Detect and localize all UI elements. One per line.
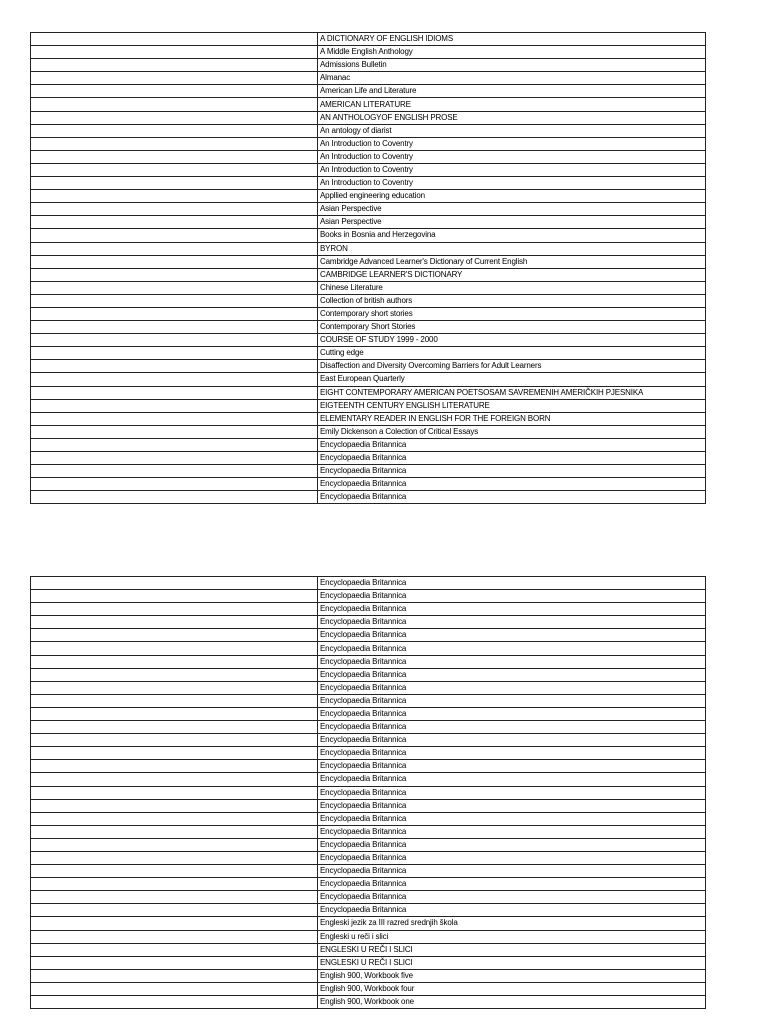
- title-cell: Encyclopaedia Britannica: [318, 760, 706, 773]
- table-row: [31, 786, 706, 799]
- table-row: [31, 629, 706, 642]
- title-cell: Encyclopaedia Britannica: [318, 590, 706, 603]
- empty-cell: [31, 616, 318, 629]
- title-cell: Cambridge Advanced Learner's Dictionary of Current English: [318, 255, 706, 268]
- empty-cell: [31, 137, 318, 150]
- table-row: [31, 59, 706, 72]
- empty-cell: [31, 694, 318, 707]
- title-cell: Encyclopaedia Britannica: [318, 825, 706, 838]
- table-row: [31, 334, 706, 347]
- table-row: [31, 85, 706, 98]
- empty-cell: [31, 812, 318, 825]
- table-row: [31, 721, 706, 734]
- table-row: [31, 438, 706, 451]
- table-row: [31, 399, 706, 412]
- table-row: [31, 452, 706, 465]
- empty-cell: [31, 229, 318, 242]
- empty-cell: [31, 956, 318, 969]
- table-row: [31, 812, 706, 825]
- empty-cell: [31, 452, 318, 465]
- title-cell: Almanac: [318, 72, 706, 85]
- title-cell: Encyclopaedia Britannica: [318, 452, 706, 465]
- title-cell: COURSE OF STUDY 1999 - 2000: [318, 334, 706, 347]
- empty-cell: [31, 851, 318, 864]
- table-row: [31, 491, 706, 504]
- table-row: [31, 33, 706, 46]
- title-cell: Books in Bosnia and Herzegovina: [318, 229, 706, 242]
- empty-cell: [31, 760, 318, 773]
- title-cell: Encyclopaedia Britannica: [318, 721, 706, 734]
- table-row: [31, 760, 706, 773]
- empty-cell: [31, 917, 318, 930]
- table-row: [31, 255, 706, 268]
- empty-cell: [31, 603, 318, 616]
- title-cell: A DICTIONARY OF ENGLISH IDIOMS: [318, 33, 706, 46]
- empty-cell: [31, 373, 318, 386]
- table-row: [31, 655, 706, 668]
- title-cell: An Introduction to Coventry: [318, 137, 706, 150]
- title-cell: Encyclopaedia Britannica: [318, 734, 706, 747]
- table-row: [31, 137, 706, 150]
- empty-cell: [31, 590, 318, 603]
- table-row: [31, 943, 706, 956]
- empty-cell: [31, 773, 318, 786]
- empty-cell: [31, 734, 318, 747]
- title-cell: Encyclopaedia Britannica: [318, 491, 706, 504]
- empty-cell: [31, 491, 318, 504]
- title-cell: Encyclopaedia Britannica: [318, 799, 706, 812]
- table-row: [31, 46, 706, 59]
- title-cell: Disaffection and Diversity Overcoming Barriers for Adult Learners: [318, 360, 706, 373]
- empty-cell: [31, 334, 318, 347]
- empty-cell: [31, 721, 318, 734]
- table-row: [31, 642, 706, 655]
- title-cell: Encyclopaedia Britannica: [318, 603, 706, 616]
- empty-cell: [31, 438, 318, 451]
- table-row: [31, 163, 706, 176]
- empty-cell: [31, 321, 318, 334]
- title-cell: Encyclopaedia Britannica: [318, 694, 706, 707]
- table-row: [31, 203, 706, 216]
- title-cell: Emily Dickenson a Colection of Critical Essays: [318, 425, 706, 438]
- title-cell: Encyclopaedia Britannica: [318, 681, 706, 694]
- title-cell: An Introduction to Coventry: [318, 163, 706, 176]
- title-cell: Encyclopaedia Britannica: [318, 616, 706, 629]
- book-list-table-2: [30, 576, 706, 1009]
- empty-cell: [31, 465, 318, 478]
- title-cell: Encyclopaedia Britannica: [318, 878, 706, 891]
- title-cell: Asian Perspective: [318, 203, 706, 216]
- empty-cell: [31, 255, 318, 268]
- empty-cell: [31, 642, 318, 655]
- table-row: [31, 982, 706, 995]
- empty-cell: [31, 878, 318, 891]
- table-row: [31, 851, 706, 864]
- table-row: [31, 72, 706, 85]
- title-cell: Encyclopaedia Britannica: [318, 668, 706, 681]
- empty-cell: [31, 347, 318, 360]
- table-row: [31, 229, 706, 242]
- title-cell: BYRON: [318, 242, 706, 255]
- title-cell: Encyclopaedia Britannica: [318, 838, 706, 851]
- table-row: [31, 216, 706, 229]
- title-cell: EIGTEENTH CENTURY ENGLISH LITERATURE: [318, 399, 706, 412]
- empty-cell: [31, 838, 318, 851]
- title-cell: Encyclopaedia Britannica: [318, 773, 706, 786]
- table-row: [31, 425, 706, 438]
- title-cell: Engleski u reči i slici: [318, 930, 706, 943]
- table-row: [31, 878, 706, 891]
- title-cell: East European Quarterly: [318, 373, 706, 386]
- title-cell: An Introduction to Coventry: [318, 177, 706, 190]
- title-cell: ELEMENTARY READER IN ENGLISH FOR THE FOREIGN BORN: [318, 412, 706, 425]
- empty-cell: [31, 72, 318, 85]
- empty-cell: [31, 425, 318, 438]
- title-cell: Encyclopaedia Britannica: [318, 904, 706, 917]
- empty-cell: [31, 111, 318, 124]
- title-cell: Admissions Bulletin: [318, 59, 706, 72]
- table-row: [31, 111, 706, 124]
- empty-cell: [31, 150, 318, 163]
- title-cell: Encyclopaedia Britannica: [318, 747, 706, 760]
- title-cell: Encyclopaedia Britannica: [318, 577, 706, 590]
- title-cell: Contemporary short stories: [318, 307, 706, 320]
- empty-cell: [31, 865, 318, 878]
- empty-cell: [31, 281, 318, 294]
- empty-cell: [31, 681, 318, 694]
- empty-cell: [31, 294, 318, 307]
- empty-cell: [31, 629, 318, 642]
- empty-cell: [31, 668, 318, 681]
- empty-cell: [31, 177, 318, 190]
- table-row: [31, 616, 706, 629]
- empty-cell: [31, 98, 318, 111]
- table-row: [31, 242, 706, 255]
- title-cell: ENGLESKI U REČI I SLICI: [318, 956, 706, 969]
- title-cell: Encyclopaedia Britannica: [318, 629, 706, 642]
- empty-cell: [31, 242, 318, 255]
- table-row: [31, 603, 706, 616]
- empty-cell: [31, 399, 318, 412]
- table-row: [31, 838, 706, 851]
- title-cell: Encyclopaedia Britannica: [318, 465, 706, 478]
- table-row: [31, 825, 706, 838]
- table-row: [31, 694, 706, 707]
- empty-cell: [31, 969, 318, 982]
- table-row: [31, 773, 706, 786]
- empty-cell: [31, 33, 318, 46]
- empty-cell: [31, 799, 318, 812]
- empty-cell: [31, 904, 318, 917]
- empty-cell: [31, 85, 318, 98]
- table-row: [31, 956, 706, 969]
- table-row: [31, 150, 706, 163]
- title-cell: Encyclopaedia Britannica: [318, 707, 706, 720]
- title-cell: Cutting edge: [318, 347, 706, 360]
- table-row: [31, 321, 706, 334]
- empty-cell: [31, 307, 318, 320]
- title-cell: AN ANTHOLOGYOF ENGLISH PROSE: [318, 111, 706, 124]
- table-row: [31, 294, 706, 307]
- table-row: [31, 268, 706, 281]
- empty-cell: [31, 478, 318, 491]
- table-row: [31, 347, 706, 360]
- empty-cell: [31, 786, 318, 799]
- title-cell: Encyclopaedia Britannica: [318, 642, 706, 655]
- title-cell: Contemporary Short Stories: [318, 321, 706, 334]
- title-cell: Encyclopaedia Britannica: [318, 655, 706, 668]
- title-cell: Asian Perspective: [318, 216, 706, 229]
- table-row: [31, 386, 706, 399]
- empty-cell: [31, 930, 318, 943]
- title-cell: Chinese Literature: [318, 281, 706, 294]
- empty-cell: [31, 577, 318, 590]
- empty-cell: [31, 124, 318, 137]
- title-cell: Appllied engineering education: [318, 190, 706, 203]
- title-cell: AMERICAN LITERATURE: [318, 98, 706, 111]
- table-row: [31, 891, 706, 904]
- title-cell: ENGLESKI U REČI I SLICI: [318, 943, 706, 956]
- table-row: [31, 412, 706, 425]
- title-cell: Encyclopaedia Britannica: [318, 865, 706, 878]
- table-row: [31, 190, 706, 203]
- empty-cell: [31, 163, 318, 176]
- title-cell: Encyclopaedia Britannica: [318, 812, 706, 825]
- empty-cell: [31, 412, 318, 425]
- table-row: [31, 98, 706, 111]
- table-row: [31, 996, 706, 1009]
- title-cell: EIGHT CONTEMPORARY AMERICAN POETSOSAM SAVREMENIH AMERIČKIH PJESNIKA: [318, 386, 706, 399]
- empty-cell: [31, 943, 318, 956]
- empty-cell: [31, 190, 318, 203]
- table-row: [31, 307, 706, 320]
- title-cell: Encyclopaedia Britannica: [318, 851, 706, 864]
- title-cell: Encyclopaedia Britannica: [318, 478, 706, 491]
- title-cell: Engleski jezik za III razred srednjih škola: [318, 917, 706, 930]
- title-cell: Collection of british authors: [318, 294, 706, 307]
- table-row: [31, 969, 706, 982]
- table-row: [31, 668, 706, 681]
- table-row: [31, 478, 706, 491]
- title-cell: American Life and Literature: [318, 85, 706, 98]
- table-row: [31, 799, 706, 812]
- empty-cell: [31, 216, 318, 229]
- empty-cell: [31, 268, 318, 281]
- title-cell: CAMBRIDGE LEARNER'S DICTIONARY: [318, 268, 706, 281]
- title-cell: English 900, Workbook one: [318, 996, 706, 1009]
- empty-cell: [31, 46, 318, 59]
- table-row: [31, 904, 706, 917]
- table-row: [31, 590, 706, 603]
- title-cell: An antology of diarist: [318, 124, 706, 137]
- table-row: [31, 465, 706, 478]
- empty-cell: [31, 360, 318, 373]
- title-cell: A Middle English Anthology: [318, 46, 706, 59]
- table-row: [31, 681, 706, 694]
- title-cell: English 900, Workbook five: [318, 969, 706, 982]
- empty-cell: [31, 982, 318, 995]
- table-row: [31, 865, 706, 878]
- empty-cell: [31, 655, 318, 668]
- table-row: [31, 917, 706, 930]
- table-row: [31, 373, 706, 386]
- empty-cell: [31, 891, 318, 904]
- title-cell: An Introduction to Coventry: [318, 150, 706, 163]
- title-cell: Encyclopaedia Britannica: [318, 438, 706, 451]
- table-row: [31, 281, 706, 294]
- table-row: [31, 124, 706, 137]
- empty-cell: [31, 59, 318, 72]
- table-row: [31, 177, 706, 190]
- empty-cell: [31, 825, 318, 838]
- table-row: [31, 360, 706, 373]
- empty-cell: [31, 996, 318, 1009]
- table-row: [31, 747, 706, 760]
- empty-cell: [31, 747, 318, 760]
- table-row: [31, 577, 706, 590]
- table-row: [31, 734, 706, 747]
- empty-cell: [31, 203, 318, 216]
- table-row: [31, 707, 706, 720]
- book-list-table-1: [30, 32, 706, 504]
- title-cell: Encyclopaedia Britannica: [318, 891, 706, 904]
- table-row: [31, 930, 706, 943]
- empty-cell: [31, 386, 318, 399]
- empty-cell: [31, 707, 318, 720]
- title-cell: English 900, Workbook four: [318, 982, 706, 995]
- title-cell: Encyclopaedia Britannica: [318, 786, 706, 799]
